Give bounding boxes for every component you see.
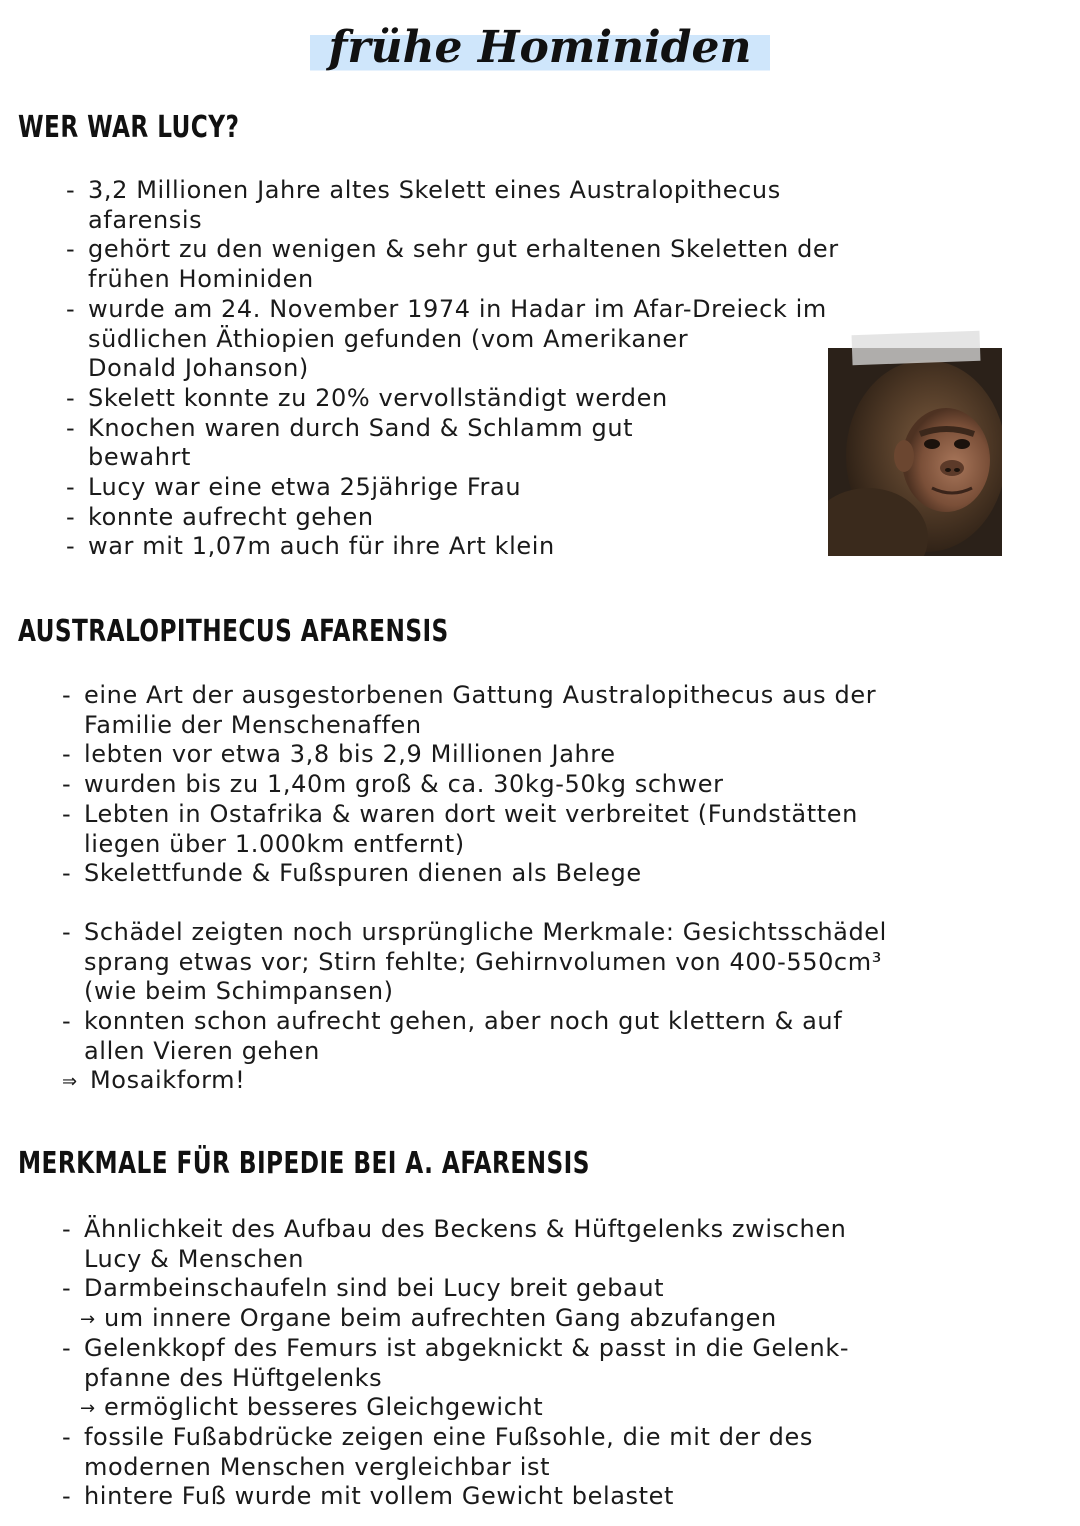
list-item-continuation: Donald Johanson) — [88, 354, 309, 383]
list-australopithecus — [62, 681, 1072, 1096]
list-item: - gehört zu den wenigen & sehr gut erhaltenen Skeletten der — [66, 235, 1066, 265]
conclusion-item: ⇒ Mosaikform! — [62, 1066, 1072, 1096]
spacer — [62, 889, 1072, 918]
list-item: - war mit 1,07m auch für ihre Art klein — [66, 532, 1066, 562]
heading-australopithecus: AUSTRALOPITHECUS AFARENSIS — [18, 614, 449, 649]
list-item-continuation: Lucy & Menschen — [84, 1244, 305, 1273]
sub-item: → ermöglicht besseres Gleichgewicht — [62, 1393, 1072, 1423]
list-item: - konnte aufrecht gehen — [66, 503, 1066, 533]
list-item-continuation: südlichen Äthiopien gefunden (vom Amerikaner — [88, 324, 689, 353]
list-item: - hintere Fuß wurde mit vollem Gewicht belastet — [62, 1482, 1072, 1512]
list-item: - Ähnlichkeit des Aufbau des Beckens & Hüftgelenks zwischen — [62, 1215, 1072, 1245]
list-item: - wurden bis zu 1,40m groß & ca. 30kg-50kg schwer — [62, 770, 1072, 800]
list-item: - konnten schon aufrecht gehen, aber noch gut klettern & auf — [62, 1007, 1072, 1037]
list-item: - Skelettfunde & Fußspuren dienen als Belege — [62, 859, 1072, 889]
heading-lucy: WER WAR LUCY? — [18, 110, 240, 145]
list-item-continuation: pfanne des Hüftgelenks — [84, 1363, 383, 1392]
heading-bipedie: MERKMALE FÜR BIPEDIE BEI A. AFARENSIS — [18, 1146, 590, 1181]
list-item-continuation: allen Vieren gehen — [84, 1036, 320, 1065]
list-item-continuation: sprang etwas vor; Stirn fehlte; Gehirnvolumen von 400-550cm³ — [84, 947, 882, 976]
list-item: - Skelett konnte zu 20% vervollständigt werden — [66, 384, 1066, 414]
list-item: - 3,2 Millionen Jahre altes Skelett eines Australopithecus — [66, 176, 1066, 206]
list-item-continuation: afarensis — [88, 205, 203, 234]
tape-strip — [852, 331, 981, 365]
title-area — [0, 18, 1080, 79]
list-item-continuation: (wie beim Schimpansen) — [84, 977, 394, 1006]
list-item: - eine Art der ausgestorbenen Gattung Australopithecus aus der — [62, 681, 1072, 711]
list-bipedie — [62, 1215, 1072, 1512]
list-item-continuation: frühen Hominiden — [88, 265, 314, 294]
list-item: - fossile Fußabdrücke zeigen eine Fußsohle, die mit der des — [62, 1423, 1072, 1453]
list-item: - lebten vor etwa 3,8 bis 2,9 Millionen Jahre — [62, 740, 1072, 770]
list-item-continuation: Familie der Menschenaffen — [84, 710, 422, 739]
list-item-continuation: liegen über 1.000km entfernt) — [84, 829, 465, 858]
sub-item: → um innere Organe beim aufrechten Gang abzufangen — [62, 1304, 1072, 1334]
list-item-continuation: bewahrt — [88, 443, 192, 472]
lucy-reconstruction-photo — [828, 348, 1002, 556]
list-item: - wurde am 24. November 1974 in Hadar im Afar-Dreieck im — [66, 295, 1066, 325]
list-item: - Lebten in Ostafrika & waren dort weit verbreitet (Fundstätten — [62, 800, 1072, 830]
page-title: frühe Hominiden — [310, 18, 769, 79]
list-item: - Darmbeinschaufeln sind bei Lucy breit gebaut — [62, 1274, 1072, 1304]
list-item: - Schädel zeigten noch ursprüngliche Merkmale: Gesichtsschädel — [62, 918, 1072, 948]
list-item: - Lucy war eine etwa 25jährige Frau — [66, 473, 1066, 503]
list-item: - Gelenkkopf des Femurs ist abgeknickt & passt in die Gelenk- — [62, 1334, 1072, 1364]
list-item: - Knochen waren durch Sand & Schlamm gut — [66, 414, 1066, 444]
list-item-continuation: modernen Menschen vergleichbar ist — [84, 1452, 551, 1481]
